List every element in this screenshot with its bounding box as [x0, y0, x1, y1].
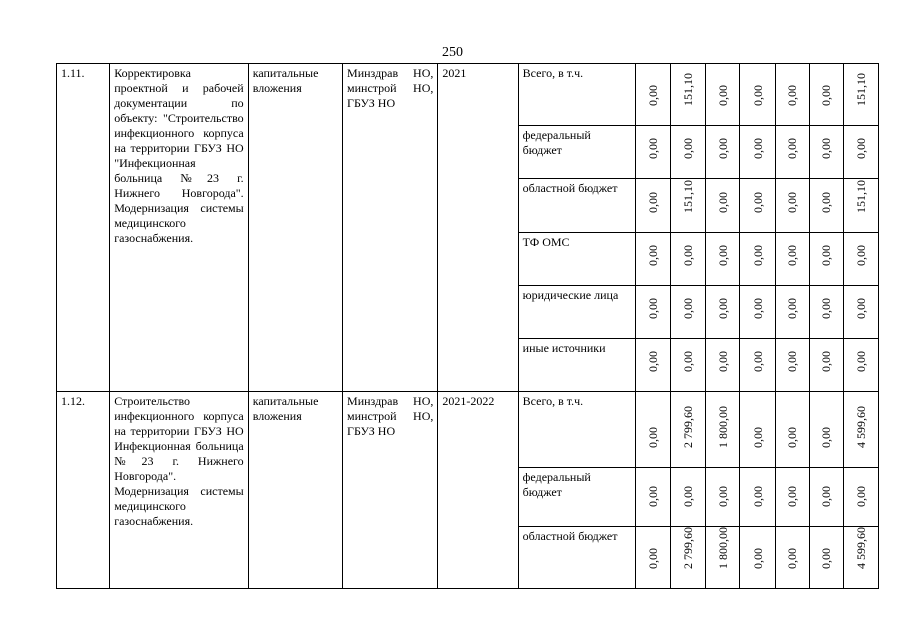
value-text: 0,00	[715, 192, 730, 213]
value-text: 0,00	[819, 138, 834, 159]
value-text: 0,00	[681, 138, 696, 159]
value-cell	[775, 233, 809, 286]
value-text: 0,00	[819, 85, 834, 106]
funding-source-label: Всего, в т.ч.	[518, 64, 635, 126]
value-text: 0,00	[819, 427, 834, 448]
page-number: 250	[442, 45, 463, 60]
value-cell	[740, 468, 775, 527]
value-cell	[706, 527, 740, 589]
value-text: 0,00	[785, 138, 800, 159]
value-text: 0,00	[646, 486, 661, 507]
funding-source-label: юридические лица	[518, 286, 635, 339]
value-cell	[843, 179, 878, 233]
value-cell	[775, 126, 809, 179]
value-cell	[775, 392, 809, 468]
measure-code: 1.11.	[57, 64, 110, 392]
value-cell	[740, 527, 775, 589]
value-cell	[706, 179, 740, 233]
value-text: 0,00	[853, 245, 868, 266]
value-text: 0,00	[646, 298, 661, 319]
value-cell	[671, 527, 706, 589]
table-row	[57, 392, 879, 468]
value-cell	[706, 126, 740, 179]
value-text: 0,00	[785, 548, 800, 569]
value-cell	[671, 126, 706, 179]
value-cell	[671, 339, 706, 392]
value-text: 0,00	[681, 486, 696, 507]
value-text: 151,10	[681, 73, 696, 106]
value-text: 0,00	[819, 351, 834, 372]
value-cell	[706, 64, 740, 126]
value-cell	[809, 179, 843, 233]
value-cell	[636, 64, 671, 126]
value-cell	[706, 286, 740, 339]
value-text: 0,00	[681, 245, 696, 266]
value-cell	[706, 468, 740, 527]
value-cell	[809, 392, 843, 468]
value-text: 0,00	[785, 85, 800, 106]
value-text: 0,00	[681, 351, 696, 372]
value-cell	[775, 286, 809, 339]
value-text: 0,00	[750, 245, 765, 266]
value-cell	[636, 392, 671, 468]
value-text: 0,00	[715, 298, 730, 319]
value-text: 0,00	[750, 85, 765, 106]
value-cell	[843, 233, 878, 286]
table-row	[57, 64, 879, 126]
value-text: 0,00	[646, 138, 661, 159]
value-cell	[775, 339, 809, 392]
value-cell	[636, 179, 671, 233]
value-text: 0,00	[750, 138, 765, 159]
value-cell	[843, 286, 878, 339]
value-cell	[809, 233, 843, 286]
value-cell	[636, 527, 671, 589]
value-cell	[809, 64, 843, 126]
value-cell	[671, 179, 706, 233]
value-cell	[671, 392, 706, 468]
value-cell	[809, 126, 843, 179]
funding-source-label: областной бюджет	[518, 527, 635, 589]
value-text: 0,00	[715, 351, 730, 372]
program-table	[56, 63, 879, 589]
value-text: 151,10	[681, 180, 696, 213]
value-cell	[671, 468, 706, 527]
value-text: 0,00	[785, 351, 800, 372]
value-text: 0,00	[819, 548, 834, 569]
value-cell	[706, 392, 740, 468]
value-text: 0,00	[750, 351, 765, 372]
measure-code: 1.12.	[57, 392, 110, 589]
value-text: 0,00	[750, 486, 765, 507]
value-cell	[843, 64, 878, 126]
value-text: 0,00	[785, 298, 800, 319]
value-text: 0,00	[646, 245, 661, 266]
value-cell	[740, 64, 775, 126]
value-cell	[843, 126, 878, 179]
value-cell	[706, 233, 740, 286]
period: 2021	[438, 64, 518, 392]
executor: Минздрав НО, минстрой НО, ГБУЗ НО	[343, 64, 438, 392]
value-cell	[636, 468, 671, 527]
value-cell	[809, 527, 843, 589]
value-text: 0,00	[785, 192, 800, 213]
value-cell	[740, 392, 775, 468]
funding-source-label: Всего, в т.ч.	[518, 392, 635, 468]
value-text: 151,10	[853, 73, 868, 106]
value-cell	[671, 64, 706, 126]
value-text: 0,00	[646, 85, 661, 106]
value-text: 0,00	[750, 427, 765, 448]
value-text: 0,00	[750, 298, 765, 319]
value-cell	[636, 339, 671, 392]
value-cell	[775, 468, 809, 527]
value-text: 0,00	[819, 245, 834, 266]
value-text: 0,00	[715, 245, 730, 266]
value-text: 1 800,00	[715, 406, 730, 448]
value-text: 0,00	[681, 298, 696, 319]
executor: Минздрав НО, минстрой НО, ГБУЗ НО	[343, 392, 438, 589]
value-cell	[671, 233, 706, 286]
value-cell	[740, 233, 775, 286]
value-text: 0,00	[785, 245, 800, 266]
funding-source-label: федеральный бюджет	[518, 126, 635, 179]
value-cell	[775, 179, 809, 233]
value-cell	[843, 527, 878, 589]
value-text: 0,00	[853, 486, 868, 507]
value-text: 0,00	[646, 351, 661, 372]
value-cell	[636, 286, 671, 339]
funding-source-label: иные источники	[518, 339, 635, 392]
value-text: 0,00	[715, 486, 730, 507]
funding-source-label: ТФ ОМС	[518, 233, 635, 286]
value-text: 1 800,00	[715, 527, 730, 569]
value-text: 0,00	[715, 138, 730, 159]
measure-description: Строительство инфекционного корпуса на территории ГБУЗ НО Инфекционная больница №23 г. Нижнего Новгорода". Модернизация системы медицинского газоснабжения.	[110, 392, 249, 589]
value-cell	[636, 126, 671, 179]
value-cell	[809, 286, 843, 339]
value-cell	[843, 392, 878, 468]
value-text: 0,00	[646, 548, 661, 569]
value-text: 4 599,60	[853, 406, 868, 448]
value-text: 4 599,60	[853, 527, 868, 569]
value-text: 0,00	[853, 351, 868, 372]
investment-type: капитальные вложения	[248, 64, 342, 392]
value-text: 0,00	[785, 427, 800, 448]
value-cell	[740, 286, 775, 339]
value-text: 0,00	[750, 548, 765, 569]
value-cell	[706, 339, 740, 392]
value-cell	[740, 179, 775, 233]
value-cell	[671, 286, 706, 339]
value-text: 0,00	[646, 427, 661, 448]
value-text: 0,00	[853, 138, 868, 159]
measure-description: Корректировка проектной и рабочей документации по объекту: "Строительство инфекционного корпуса на территории ГБУЗ НО "Инфекционная больница №23 г. Нижнего Новгорода". Модернизация системы медицинского газоснабжения.	[110, 64, 249, 392]
value-text: 0,00	[819, 298, 834, 319]
period: 2021-2022	[438, 392, 518, 589]
value-text: 0,00	[785, 486, 800, 507]
value-cell	[809, 339, 843, 392]
value-cell	[775, 64, 809, 126]
value-text: 0,00	[819, 192, 834, 213]
value-text: 151,10	[853, 180, 868, 213]
value-text: 0,00	[819, 486, 834, 507]
value-cell	[775, 527, 809, 589]
value-text: 0,00	[646, 192, 661, 213]
value-cell	[636, 233, 671, 286]
value-text: 0,00	[853, 298, 868, 319]
value-cell	[809, 468, 843, 527]
value-text: 2 799,60	[681, 527, 696, 569]
value-text: 2 799,60	[681, 406, 696, 448]
funding-source-label: федеральный бюджет	[518, 468, 635, 527]
investment-type: капитальные вложения	[248, 392, 342, 589]
value-text: 0,00	[715, 85, 730, 106]
value-cell	[740, 339, 775, 392]
value-cell	[740, 126, 775, 179]
value-cell	[843, 468, 878, 527]
funding-source-label: областной бюджет	[518, 179, 635, 233]
value-text: 0,00	[750, 192, 765, 213]
value-cell	[843, 339, 878, 392]
